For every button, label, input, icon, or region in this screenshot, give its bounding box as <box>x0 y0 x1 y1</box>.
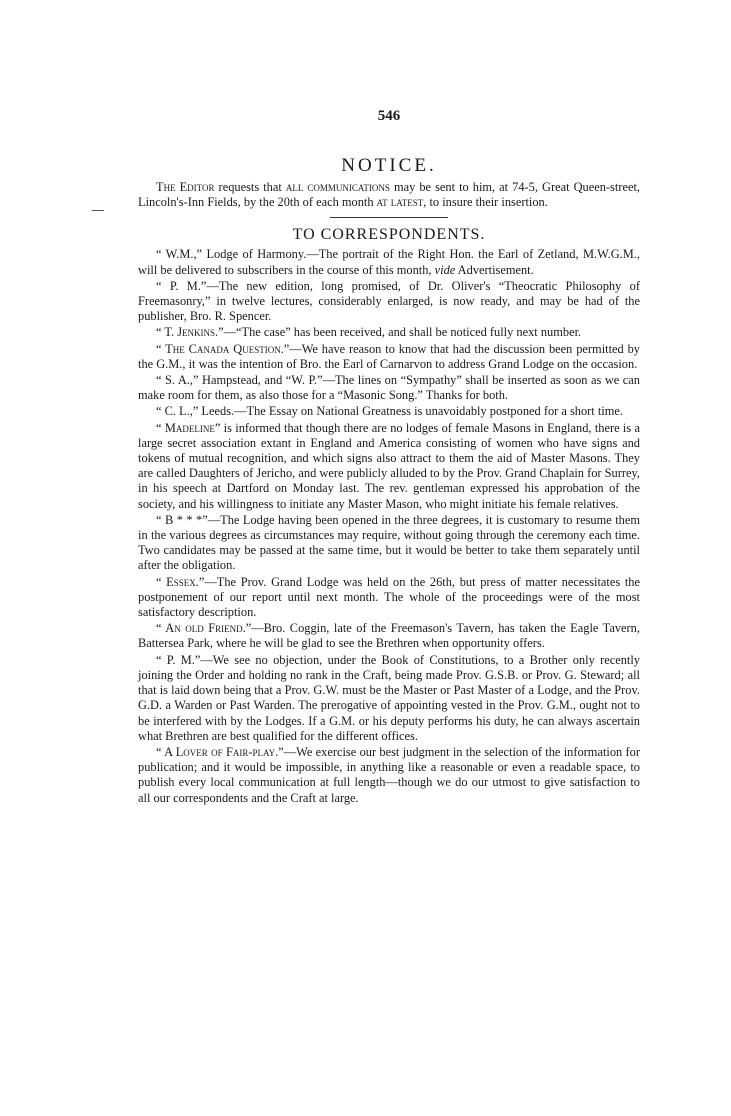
page-body <box>138 108 640 807</box>
notice-text-3: , to insure their insertion. <box>423 195 548 210</box>
page-number: 546 <box>377 108 401 124</box>
notice-heading: NOTICE. <box>341 155 437 176</box>
correspondent-entry <box>138 421 640 512</box>
entry-text: —We see no objection, under the Book of Constitutions, to a Brother only recently joining the Order and holding no rank in the Craft, being made Prov. G.S.B. or Prov. G. Steward; all that is laid down being that a Prov. G.W. must be the Master or Past Master of a Lodge, and the Prov. G.D. a Warden or Past Warden. The prerogative of appointing vested in the Prov. G.M., ought not to be interfered with by the Lodges. If a G.M. or his deputy performs his duty, he can always ascertain what Brethren are best qualified for the different offices. <box>138 652 640 743</box>
entry-name: “ T. Jenkins.” <box>156 325 224 340</box>
correspondents-heading: TO CORRESPONDENTS. <box>292 226 486 244</box>
entry-text: —The new edition, long promised, of Dr. Oliver's “Theocratic Philosophy of Freemasonry,” in twelve lectures, considerably enlarged, is now ready, and may be had of the publisher, Bro. R. Spencer. <box>138 278 640 324</box>
correspondent-entry <box>138 342 640 372</box>
entry-text: Leeds.—The Essay on National Greatness is unavoidably postponed for a short time. <box>198 404 623 419</box>
correspondent-entry <box>138 575 640 621</box>
correspondents-list <box>138 247 640 805</box>
entry-name: “ W.M.,” <box>156 247 203 262</box>
entry-name: “ Madeline” <box>156 420 221 435</box>
entry-name: “ C. L.,” <box>156 404 199 419</box>
entry-italic: vide <box>434 262 456 277</box>
entry-text: —“The case” has been received, and shall be noticed fully next number. <box>223 325 582 340</box>
correspondent-entry <box>138 373 640 403</box>
correspondent-entry <box>138 513 640 574</box>
entry-text: —We exercise our best judgment in the selection of the information for publication; and it would be impossible, in anything like a reasonable or even a readable space, to publish every local communication at full length—though we do our utmost to give satisfaction to all our correspondents and the Craft at large. <box>138 744 640 805</box>
entry-name: “ A Lover of Fair-play.” <box>156 744 284 759</box>
margin-dash <box>92 210 104 211</box>
entry-text: Lodge of Harmony.—The portrait of the Right Hon. the Earl of Zetland, M.W.G.M., will be delivered to subscribers in the course of this month, <box>138 247 640 277</box>
notice-emphasis-2: at latest <box>376 195 424 210</box>
correspondent-entry <box>138 745 640 806</box>
notice-paragraph <box>138 180 640 210</box>
entry-tail: Advertisement. <box>455 262 534 277</box>
correspondent-entry <box>138 653 640 744</box>
correspondent-entry <box>138 404 640 419</box>
notice-emphasis-1: all communications <box>285 180 390 194</box>
notice-lead: The Editor <box>156 180 215 194</box>
entry-name: “ B * * *” <box>156 512 208 527</box>
entry-text: is informed that though there are no lodges of female Masons in England, there is a large secret association extant in England and America consisting of women who have signs and tokens of mutual recognition, and which signs also attract to them the aid of Master Masons. They are called Daughters of Jericho, and were publicly alluded to by the Prov. Grand Chaplain for Surrey, in his speech at Dartford on Monday last. The rev. gentleman expressed his approbation of the society, and his willingness to initiate any Master Mason, who might initiate his female relatives. <box>138 420 640 511</box>
correspondent-entry <box>138 279 640 325</box>
entry-text: —Bro. Coggin, late of the Freemason's Tavern, has taken the Eagle Tavern, Battersea Park, where he will be glad to see the Brethren when opportunity offers. <box>138 621 640 651</box>
notice-text-2: may be sent to him, at 74-5, Great Queen-street, Lincoln's-Inn Fields, by the 20th of each month <box>138 180 640 210</box>
entry-name: “ Essex.” <box>156 574 205 589</box>
entry-name: “ P. M.” <box>156 278 207 293</box>
entry-text: —The Lodge having been opened in the three degrees, it is customary to resume them in the various degrees as circumstances may require, without going through the ceremony each time. Two candidates may be passed at the same time, but it would be better to take them separately until after the obligation. <box>138 512 640 573</box>
section-divider <box>330 217 448 218</box>
entry-text: Hampstead, and “W. P.”—The lines on “Sympathy” shall be inserted as soon as we can make room for them, as also those for a “Masonic Song.” Thanks for both. <box>138 373 640 403</box>
entry-name: “ An old Friend.” <box>156 621 252 636</box>
correspondent-entry <box>138 247 640 277</box>
correspondent-entry <box>138 325 640 340</box>
notice-text-1: requests that <box>214 180 286 194</box>
entry-name: “ S. A.,” <box>156 373 199 388</box>
entry-text: —The Prov. Grand Lodge was held on the 26th, but press of matter necessitates the postponement of our report until next month. The whole of the proceedings were of the most satisfactory description. <box>138 574 640 620</box>
entry-text: —We have reason to know that had the discussion been permitted by the G.M., it was the intention of Bro. the Earl of Carnarvon to address Grand Lodge on the occasion. <box>138 341 640 371</box>
entry-name: “ P. M.” <box>156 652 201 667</box>
correspondent-entry <box>138 621 640 651</box>
entry-name: “ The Canada Question.” <box>156 341 290 356</box>
